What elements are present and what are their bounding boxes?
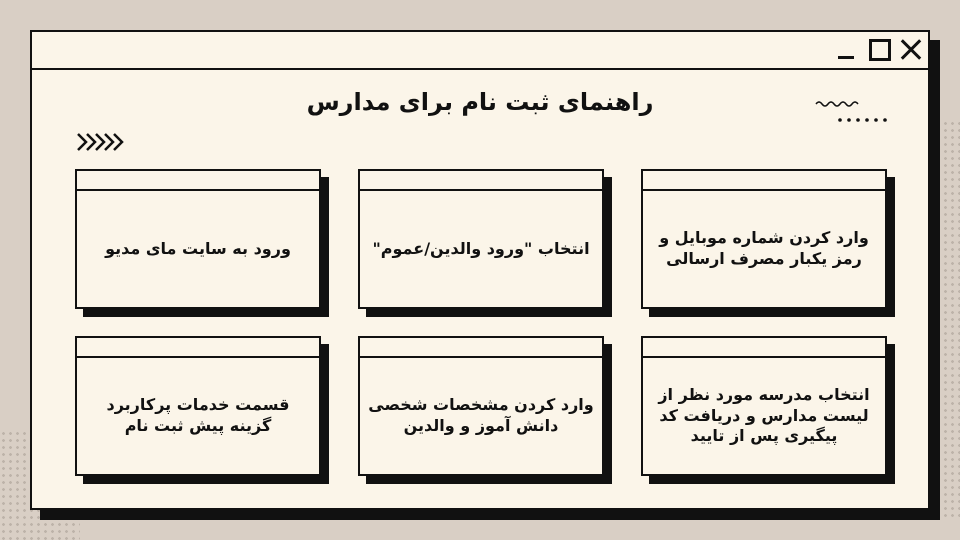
step-text: وارد کردن شماره موبایل و رمز یکبار مصرف ارسالی <box>659 228 869 268</box>
card-header <box>643 171 885 191</box>
card-header <box>77 171 319 191</box>
step-card <box>358 169 604 309</box>
title-bar <box>32 32 928 70</box>
step-text: وارد کردن مشخصات شخصی دانش آموز و والدین <box>368 395 594 435</box>
step-text: انتخاب مدرسه مورد نظر از لیست مدارس و دریافت کد پیگیری پس از تایید <box>658 384 870 446</box>
step-text: انتخاب "ورود والدین/عموم" <box>372 238 590 258</box>
squiggle-decoration-icon <box>812 96 892 126</box>
card-header <box>360 338 602 358</box>
close-icon[interactable] <box>900 39 922 61</box>
step-card <box>75 169 321 309</box>
card-header <box>643 338 885 358</box>
step-text: ورود به سایت مای مدیو <box>105 238 291 258</box>
maximize-icon[interactable] <box>869 39 891 61</box>
minimize-icon[interactable] <box>835 39 857 61</box>
page-title: راهنمای ثبت نام برای مدارس <box>306 88 654 116</box>
step-card <box>75 336 321 476</box>
app-window <box>30 30 930 510</box>
step-card <box>641 169 887 309</box>
card-header <box>77 338 319 358</box>
step-card <box>641 336 887 476</box>
step-text: قسمت خدمات پرکاربرد گزینه پیش ثبت نام <box>106 395 290 435</box>
chevrons-decoration-icon <box>76 130 126 154</box>
card-header <box>360 171 602 191</box>
step-card <box>358 336 604 476</box>
